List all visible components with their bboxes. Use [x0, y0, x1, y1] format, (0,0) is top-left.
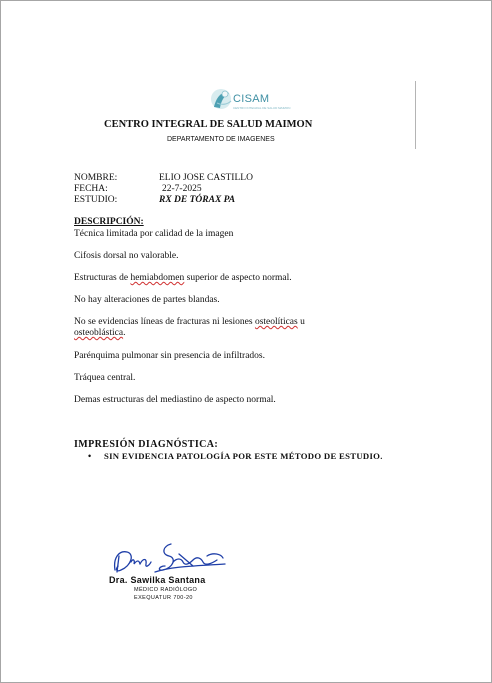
- finding-hemiabdomen: [74, 273, 292, 283]
- spellcheck-word: osteolíticas: [254, 317, 298, 327]
- doctor-exequatur: EXEQUATUR 700-20: [134, 595, 193, 601]
- finding-kyphosis: Cifosis dorsal no valorable.: [74, 251, 179, 261]
- finding-fractures-period: .: [123, 328, 126, 338]
- logo-text: CISAM: [233, 93, 270, 105]
- bullet-icon: •: [88, 451, 92, 461]
- finding-trachea: Tráquea central.: [74, 373, 136, 383]
- name-value: ELIO JOSE CASTILLO: [159, 173, 253, 183]
- finding-hemiabdomen-start: Estructuras de: [74, 273, 131, 283]
- finding-mediastinum: Demas estructuras del mediastino de aspecto normal.: [74, 395, 276, 405]
- date-value: 22-7-2025: [162, 184, 202, 194]
- doctor-name: Dra. Sawilka Santana: [109, 575, 206, 585]
- finding-fractures-end: u: [297, 317, 305, 327]
- study-label: ESTUDIO:: [74, 195, 118, 205]
- date-label: FECHA:: [74, 184, 108, 194]
- spellcheck-word: hemiabdomen: [130, 273, 185, 283]
- finding-fractures: [74, 317, 305, 327]
- finding-hemiabdomen-end: superior de aspecto normal.: [184, 273, 292, 283]
- logo-subtitle: CENTRO INTEGRAL DE SALUD MAIMON: [233, 106, 291, 110]
- department-name: DEPARTAMENTO DE IMAGENES: [167, 136, 275, 143]
- impression-item: SIN EVIDENCIA PATOLOGÍA POR ESTE MÉTODO DE ESTUDIO.: [104, 451, 383, 461]
- impression-heading: IMPRESIÓN DIAGNÓSTICA:: [74, 439, 219, 450]
- doctor-role: MÉDICO RADIÓLOGO: [134, 587, 198, 593]
- spellcheck-word: osteoblástica: [74, 328, 124, 338]
- institution-title: CENTRO INTEGRAL DE SALUD MAIMON: [104, 119, 313, 130]
- finding-lungs: Parénquima pulmonar sin presencia de infiltrados.: [74, 351, 266, 361]
- name-label: NOMBRE:: [74, 173, 118, 183]
- margin-line: [415, 81, 416, 149]
- study-value: RX DE TÓRAX PA: [159, 195, 236, 205]
- finding-soft-tissue: No hay alteraciones de partes blandas.: [74, 295, 220, 305]
- description-heading: DESCRIPCIÓN:: [74, 217, 144, 227]
- finding-fractures-cont: [74, 328, 125, 338]
- finding-fractures-start: No se evidencias líneas de fracturas ni lesiones: [74, 317, 255, 327]
- finding-technique: Técnica limitada por calidad de la imagen: [74, 229, 234, 239]
